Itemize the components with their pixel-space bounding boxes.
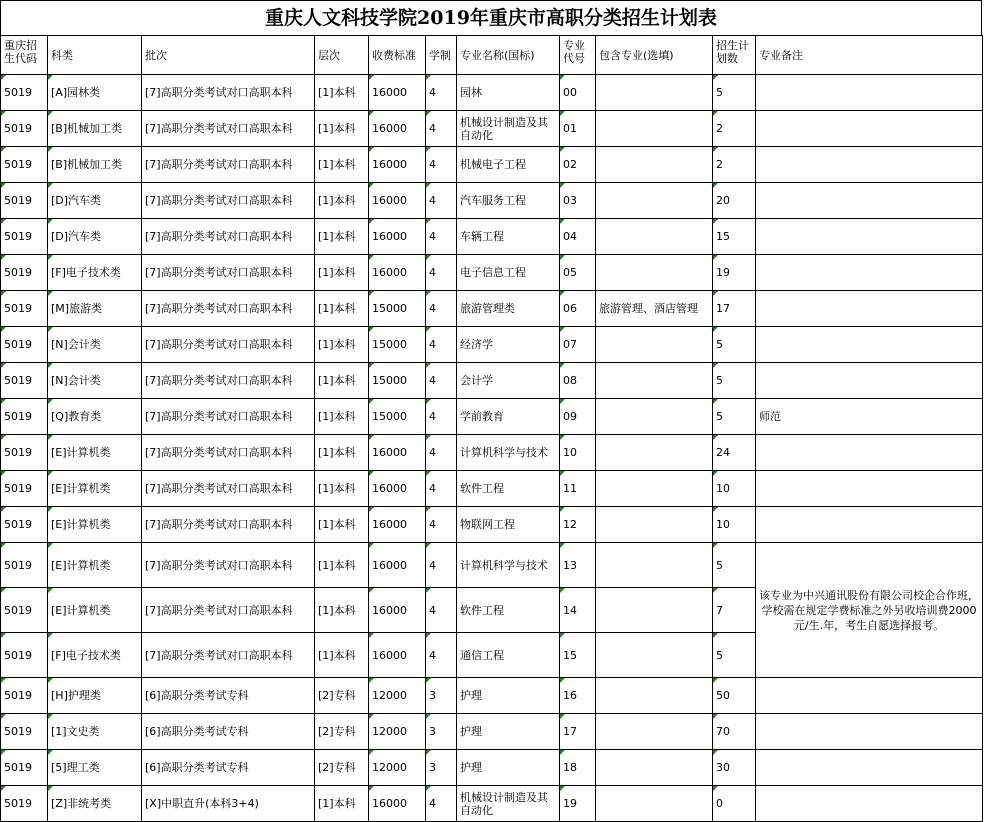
cell-category[interactable]: [E]计算机类 [48,471,142,507]
cell-code[interactable]: 5019 [1,543,48,588]
cell-code[interactable]: 5019 [1,786,48,822]
cell-category[interactable]: [E]计算机类 [48,435,142,471]
cell-years[interactable]: 4 [426,507,457,543]
cell-fee[interactable]: 15000 [369,399,426,435]
cell-major[interactable]: 电子信息工程 [457,255,560,291]
cell-batch[interactable]: [7]高职分类考试对口高职本科 [142,111,315,147]
cell-major[interactable]: 车辆工程 [457,219,560,255]
cell-category[interactable]: [B]机械加工类 [48,111,142,147]
cell-plan[interactable]: 5 [713,75,756,111]
cell-includes[interactable] [596,507,713,543]
table-row [1,507,983,543]
cell-major-code[interactable]: 16 [560,678,596,714]
table-row [1,543,983,588]
cell-includes[interactable] [596,111,713,147]
cell-major[interactable]: 软件工程 [457,471,560,507]
cell-level[interactable]: [1]本科 [315,363,369,399]
cell-remark[interactable] [756,255,983,291]
cell-batch[interactable]: [7]高职分类考试对口高职本科 [142,75,315,111]
cell-includes[interactable] [596,543,713,588]
cell-level[interactable]: [1]本科 [315,507,369,543]
cell-plan[interactable]: 15 [713,219,756,255]
cell-includes[interactable] [596,471,713,507]
cell-major-code[interactable]: 02 [560,147,596,183]
cell-plan[interactable]: 70 [713,714,756,750]
cell-includes[interactable] [596,435,713,471]
cell-years[interactable]: 4 [426,75,457,111]
cell-includes[interactable] [596,786,713,822]
cell-major-code[interactable]: 11 [560,471,596,507]
cell-includes[interactable] [596,363,713,399]
cell-includes[interactable] [596,633,713,678]
cell-category[interactable]: [H]护理类 [48,678,142,714]
cell-category[interactable]: [N]会计类 [48,363,142,399]
cell-major[interactable]: 机械设计制造及其自动化 [457,111,560,147]
cell-batch[interactable]: [6]高职分类考试专科 [142,678,315,714]
cell-level[interactable]: [1]本科 [315,75,369,111]
cell-fee[interactable]: 16000 [369,435,426,471]
cell-major-code[interactable]: 08 [560,363,596,399]
cell-years[interactable]: 4 [426,633,457,678]
cell-includes[interactable] [596,678,713,714]
cell-fee[interactable]: 16000 [369,147,426,183]
cell-remark[interactable]: 师范 [756,399,983,435]
cell-plan[interactable]: 24 [713,435,756,471]
cell-includes[interactable] [596,147,713,183]
cell-major[interactable]: 物联网工程 [457,507,560,543]
cell-years[interactable]: 4 [426,255,457,291]
cell-code[interactable]: 5019 [1,678,48,714]
cell-plan[interactable]: 5 [713,327,756,363]
cell-major[interactable]: 会计学 [457,363,560,399]
cell-major[interactable]: 计算机科学与技术 [457,435,560,471]
cell-fee[interactable]: 16000 [369,471,426,507]
header-remark[interactable]: 专业备注 [756,36,983,75]
cell-code[interactable]: 5019 [1,327,48,363]
enrollment-table [0,35,983,822]
cell-fee[interactable]: 16000 [369,543,426,588]
table-row [1,786,983,822]
header-code[interactable]: 重庆招生代码 [1,36,48,75]
cell-remark[interactable] [756,435,983,471]
cell-major[interactable]: 园林 [457,75,560,111]
cell-remark[interactable] [756,219,983,255]
cell-major[interactable]: 机械电子工程 [457,147,560,183]
cell-plan[interactable]: 5 [713,363,756,399]
header-plan[interactable]: 招生计划数 [713,36,756,75]
cell-batch[interactable]: [7]高职分类考试对口高职本科 [142,399,315,435]
cell-major-code[interactable]: 18 [560,750,596,786]
cell-fee[interactable]: 15000 [369,291,426,327]
cell-batch[interactable]: [7]高职分类考试对口高职本科 [142,363,315,399]
cell-major-code[interactable]: 01 [560,111,596,147]
cell-category[interactable]: [B]机械加工类 [48,147,142,183]
cell-batch[interactable]: [7]高职分类考试对口高职本科 [142,255,315,291]
cell-major-code[interactable]: 17 [560,714,596,750]
cell-level[interactable]: [1]本科 [315,471,369,507]
cell-batch[interactable]: [7]高职分类考试对口高职本科 [142,633,315,678]
cell-major-code[interactable]: 12 [560,507,596,543]
header-fee[interactable]: 收费标准 [369,36,426,75]
cell-batch[interactable]: [7]高职分类考试对口高职本科 [142,588,315,633]
table-row [1,291,983,327]
table-row [1,183,983,219]
cell-category[interactable]: [D]汽车类 [48,183,142,219]
cell-major[interactable]: 通信工程 [457,633,560,678]
cell-major-code[interactable]: 04 [560,219,596,255]
cell-years[interactable]: 4 [426,399,457,435]
cell-code[interactable]: 5019 [1,750,48,786]
cell-remark[interactable] [756,183,983,219]
cell-batch[interactable]: [7]高职分类考试对口高职本科 [142,327,315,363]
header-row [1,36,983,75]
cell-category[interactable]: [F]电子技术类 [48,633,142,678]
cell-plan[interactable]: 10 [713,507,756,543]
table-row [1,750,983,786]
cell-remark[interactable] [756,786,983,822]
header-includes[interactable]: 包含专业(选填) [596,36,713,75]
table-row [1,399,983,435]
cell-category[interactable]: [Q]教育类 [48,399,142,435]
cell-major[interactable]: 机械设计制造及其自动化 [457,786,560,822]
cell-remark[interactable] [756,363,983,399]
cell-category[interactable]: [1]文史类 [48,714,142,750]
cell-includes[interactable] [596,255,713,291]
cell-code[interactable]: 5019 [1,507,48,543]
header-major-code[interactable]: 专业代号 [560,36,596,75]
cell-code[interactable]: 5019 [1,147,48,183]
cell-major-code[interactable]: 14 [560,588,596,633]
cell-years[interactable]: 4 [426,327,457,363]
cell-code[interactable]: 5019 [1,111,48,147]
cell-major-code[interactable]: 15 [560,633,596,678]
cell-batch[interactable]: [6]高职分类考试专科 [142,750,315,786]
header-major[interactable]: 专业名称(国标) [457,36,560,75]
cell-fee[interactable]: 16000 [369,507,426,543]
cell-plan[interactable]: 5 [713,633,756,678]
cell-plan[interactable]: 20 [713,183,756,219]
cell-fee[interactable]: 16000 [369,219,426,255]
cell-includes[interactable] [596,588,713,633]
table-row [1,147,983,183]
cell-batch[interactable]: [7]高职分类考试对口高职本科 [142,543,315,588]
cell-major[interactable]: 旅游管理类 [457,291,560,327]
cell-code[interactable]: 5019 [1,291,48,327]
table-row [1,363,983,399]
cell-level[interactable]: [1]本科 [315,111,369,147]
cell-code[interactable]: 5019 [1,588,48,633]
header-batch[interactable]: 批次 [142,36,315,75]
cell-code[interactable]: 5019 [1,75,48,111]
cell-batch[interactable]: [7]高职分类考试对口高职本科 [142,471,315,507]
sheet-title: 重庆人文科技学院2019年重庆市高职分类招生计划表 [0,0,982,35]
cell-major-code[interactable]: 07 [560,327,596,363]
cell-code[interactable]: 5019 [1,399,48,435]
cell-major-code[interactable]: 00 [560,75,596,111]
cell-code[interactable]: 5019 [1,435,48,471]
cell-major-code[interactable]: 05 [560,255,596,291]
cell-category[interactable]: [M]旅游类 [48,291,142,327]
cell-fee[interactable]: 16000 [369,111,426,147]
cell-fee[interactable]: 12000 [369,678,426,714]
cell-plan[interactable]: 5 [713,543,756,588]
cell-batch[interactable]: [7]高职分类考试对口高职本科 [142,147,315,183]
cell-remark[interactable] [756,750,983,786]
cell-major-code[interactable]: 10 [560,435,596,471]
cell-remark[interactable] [756,291,983,327]
cell-major[interactable]: 护理 [457,678,560,714]
cell-years[interactable]: 3 [426,678,457,714]
cell-remark[interactable] [756,471,983,507]
table-row [1,111,983,147]
cell-remark[interactable] [756,327,983,363]
cell-fee[interactable]: 15000 [369,327,426,363]
cell-years[interactable]: 4 [426,219,457,255]
cell-level[interactable]: [1]本科 [315,147,369,183]
cell-fee[interactable]: 15000 [369,363,426,399]
cell-plan[interactable]: 50 [713,678,756,714]
table-row [1,255,983,291]
cell-code[interactable]: 5019 [1,183,48,219]
cell-major[interactable]: 护理 [457,714,560,750]
cell-level[interactable]: [2]专科 [315,750,369,786]
cell-includes[interactable] [596,750,713,786]
cell-years[interactable]: 4 [426,291,457,327]
cell-category[interactable]: [Z]非统考类 [48,786,142,822]
cell-major-code[interactable]: 09 [560,399,596,435]
cell-level[interactable]: [1]本科 [315,786,369,822]
cell-fee[interactable]: 16000 [369,786,426,822]
cell-category[interactable]: [N]会计类 [48,327,142,363]
cell-fee[interactable]: 16000 [369,255,426,291]
cell-level[interactable]: [1]本科 [315,183,369,219]
cell-remark[interactable] [756,507,983,543]
cell-fee[interactable]: 16000 [369,633,426,678]
cell-includes[interactable] [596,399,713,435]
cell-remark[interactable] [756,147,983,183]
cell-years[interactable]: 4 [426,786,457,822]
cell-code[interactable]: 5019 [1,633,48,678]
cell-includes[interactable] [596,714,713,750]
table-row [1,75,983,111]
cell-batch[interactable]: [7]高职分类考试对口高职本科 [142,183,315,219]
cell-fee[interactable]: 16000 [369,183,426,219]
cell-plan[interactable]: 5 [713,399,756,435]
cell-batch[interactable]: [X]中职直升(本科3+4) [142,786,315,822]
cell-major[interactable]: 软件工程 [457,588,560,633]
merged-remark-cell[interactable]: 该专业为中兴通讯股份有限公司校企合作班，学校需在规定学费标准之外另收培训费2000元/生.年，考生自愿选择报考。 [756,543,983,678]
cell-years[interactable]: 4 [426,543,457,588]
cell-category[interactable]: [E]计算机类 [48,507,142,543]
table-row [1,678,983,714]
cell-level[interactable]: [1]本科 [315,399,369,435]
cell-code[interactable]: 5019 [1,255,48,291]
cell-category[interactable]: [E]计算机类 [48,588,142,633]
cell-years[interactable]: 4 [426,435,457,471]
cell-years[interactable]: 4 [426,147,457,183]
cell-years[interactable]: 3 [426,714,457,750]
cell-level[interactable]: [1]本科 [315,588,369,633]
cell-code[interactable]: 5019 [1,714,48,750]
cell-major-code[interactable]: 13 [560,543,596,588]
cell-years[interactable]: 4 [426,588,457,633]
header-category[interactable]: 科类 [48,36,142,75]
table-row [1,327,983,363]
cell-level[interactable]: [2]专科 [315,678,369,714]
cell-category[interactable]: [E]计算机类 [48,543,142,588]
cell-code[interactable]: 5019 [1,219,48,255]
cell-major[interactable]: 汽车服务工程 [457,183,560,219]
cell-includes[interactable] [596,183,713,219]
cell-years[interactable]: 4 [426,363,457,399]
cell-batch[interactable]: [7]高职分类考试对口高职本科 [142,507,315,543]
cell-major[interactable]: 学前教育 [457,399,560,435]
cell-fee[interactable]: 16000 [369,75,426,111]
cell-level[interactable]: [1]本科 [315,255,369,291]
cell-includes[interactable] [596,327,713,363]
cell-fee[interactable]: 12000 [369,714,426,750]
cell-major-code[interactable]: 19 [560,786,596,822]
cell-major-code[interactable]: 03 [560,183,596,219]
table-row [1,471,983,507]
cell-plan[interactable]: 10 [713,471,756,507]
cell-fee[interactable]: 12000 [369,750,426,786]
cell-includes[interactable] [596,219,713,255]
cell-major[interactable]: 护理 [457,750,560,786]
cell-level[interactable]: [1]本科 [315,327,369,363]
cell-plan[interactable]: 0 [713,786,756,822]
cell-fee[interactable]: 16000 [369,588,426,633]
cell-level[interactable]: [1]本科 [315,435,369,471]
cell-major-code[interactable]: 06 [560,291,596,327]
cell-plan[interactable]: 2 [713,111,756,147]
cell-years[interactable]: 4 [426,183,457,219]
cell-major[interactable]: 计算机科学与技术 [457,543,560,588]
cell-remark[interactable] [756,111,983,147]
cell-years[interactable]: 4 [426,471,457,507]
cell-major[interactable]: 经济学 [457,327,560,363]
cell-plan[interactable]: 17 [713,291,756,327]
table-row [1,435,983,471]
cell-plan[interactable]: 2 [713,147,756,183]
cell-years[interactable]: 3 [426,750,457,786]
cell-category[interactable]: [F]电子技术类 [48,255,142,291]
cell-category[interactable]: [5]理工类 [48,750,142,786]
table-row [1,714,983,750]
cell-level[interactable]: [1]本科 [315,219,369,255]
table-row [1,219,983,255]
cell-plan[interactable]: 30 [713,750,756,786]
cell-batch[interactable]: [7]高职分类考试对口高职本科 [142,291,315,327]
cell-level[interactable]: [1]本科 [315,543,369,588]
cell-level[interactable]: [2]专科 [315,714,369,750]
cell-batch[interactable]: [6]高职分类考试专科 [142,714,315,750]
header-level[interactable]: 层次 [315,36,369,75]
cell-level[interactable]: [1]本科 [315,291,369,327]
cell-level[interactable]: [1]本科 [315,633,369,678]
cell-plan[interactable]: 7 [713,588,756,633]
cell-code[interactable]: 5019 [1,471,48,507]
cell-category[interactable]: [A]园林类 [48,75,142,111]
cell-code[interactable]: 5019 [1,363,48,399]
cell-years[interactable]: 4 [426,111,457,147]
cell-remark[interactable] [756,714,983,750]
cell-batch[interactable]: [7]高职分类考试对口高职本科 [142,435,315,471]
cell-remark[interactable] [756,678,983,714]
cell-includes[interactable]: 旅游管理、酒店管理 [596,291,713,327]
cell-plan[interactable]: 19 [713,255,756,291]
cell-category[interactable]: [D]汽车类 [48,219,142,255]
cell-includes[interactable] [596,75,713,111]
cell-remark[interactable] [756,75,983,111]
header-years[interactable]: 学制 [426,36,457,75]
cell-batch[interactable]: [7]高职分类考试对口高职本科 [142,219,315,255]
